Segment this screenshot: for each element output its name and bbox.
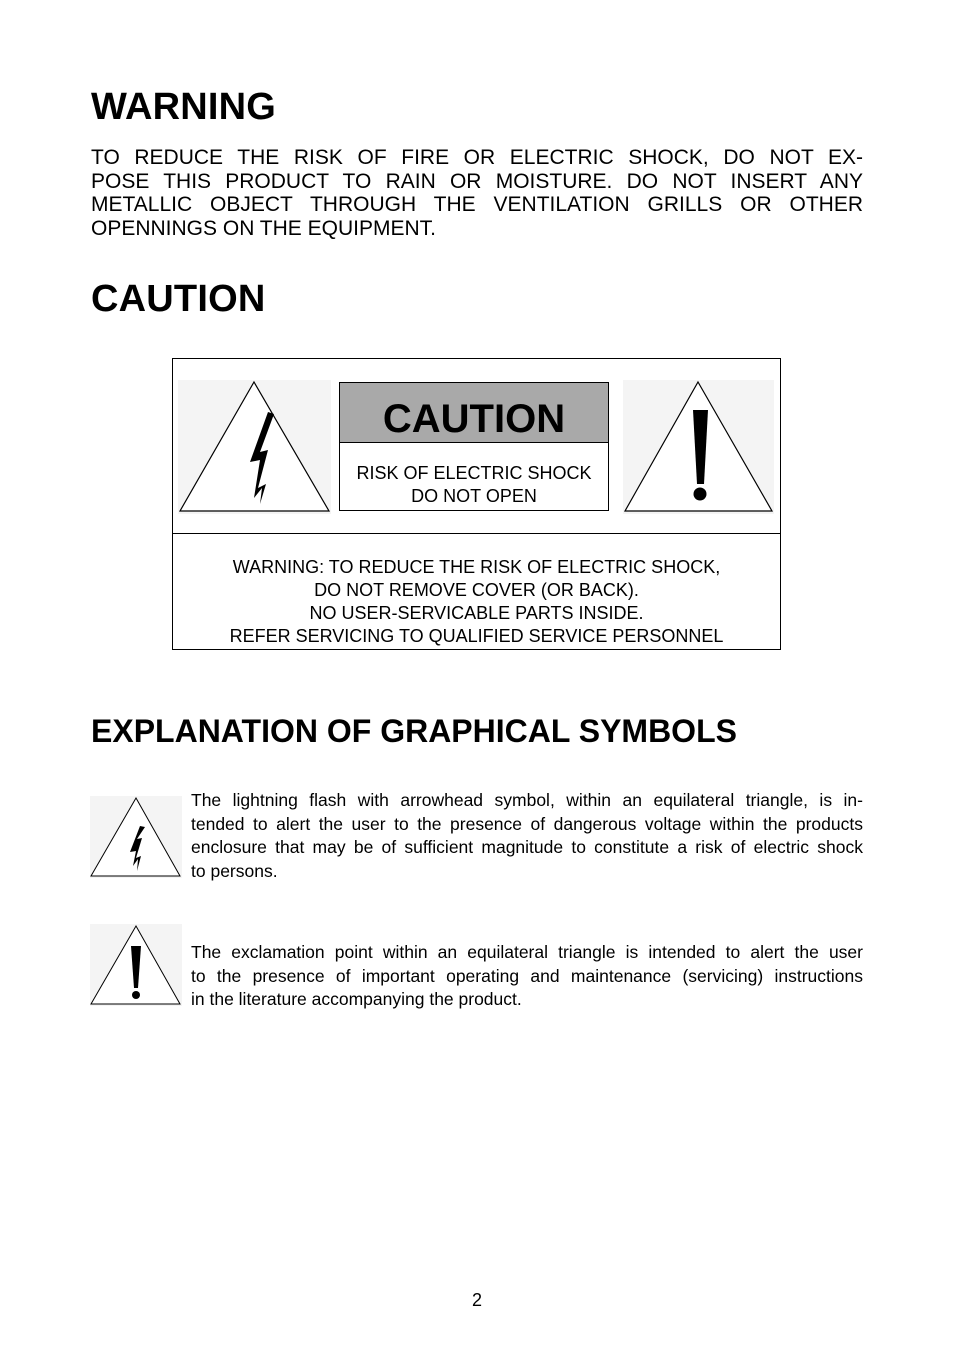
description-line: to persons.	[191, 860, 278, 881]
description-line: The lightning flash with arrowhead symbol, within an equilateral triangle, is in-	[191, 790, 863, 810]
label-divider	[172, 533, 781, 534]
page-number: 2	[471, 1290, 482, 1310]
symbol-exclamation-description	[191, 941, 863, 1012]
caution-label-warning	[172, 556, 781, 648]
warning-line: METALLIC OBJECT THROUGH THE VENTILATION GRILLS OR OTHER	[91, 193, 863, 216]
warning-line: TO REDUCE THE RISK OF FIRE OR ELECTRIC SHOCK, DO NOT EX-	[91, 146, 863, 169]
exclamation-triangle-icon	[623, 380, 774, 514]
warning-paragraph	[91, 146, 863, 240]
symbols-heading: EXPLANATION OF GRAPHICAL SYMBOLS	[91, 713, 737, 749]
description-line: enclosure that may be of sufficient magnitude to constitute a risk of electric shock	[191, 837, 863, 857]
description-line: to the presence of important operating and maintenance (servicing) instructions	[191, 965, 863, 986]
warning-line: OPENNINGS ON THE EQUIPMENT.	[91, 216, 436, 240]
warning-line: POSE THIS PRODUCT TO RAIN OR MOISTURE. DO NOT INSERT ANY	[91, 169, 863, 193]
label-warning-line: NO USER-SERVICABLE PARTS INSIDE.	[309, 603, 644, 623]
label-warning-line: WARNING: TO REDUCE THE RISK OF ELECTRIC SHOCK,	[232, 557, 721, 577]
description-line: in the literature accompanying the product.	[191, 989, 522, 1009]
subtitle-line: DO NOT OPEN	[411, 486, 537, 506]
lightning-triangle-icon	[178, 380, 331, 514]
caution-label-title: CAUTION	[340, 383, 608, 443]
description-line: tended to alert the user to the presence of dangerous voltage within the products	[191, 813, 863, 834]
caution-heading: CAUTION	[91, 278, 266, 320]
symbol-lightning-description	[191, 789, 863, 883]
description-line: The exclamation point within an equilateral triangle is intended to alert the user	[191, 942, 863, 962]
exclamation-triangle-icon	[90, 924, 182, 1006]
caution-label-subtitle	[340, 462, 608, 508]
label-warning-line: DO NOT REMOVE COVER (OR BACK).	[314, 580, 639, 600]
lightning-triangle-icon	[90, 796, 182, 878]
label-warning-line: REFER SERVICING TO QUALIFIED SERVICE PERSONNEL	[229, 626, 724, 646]
subtitle-line: RISK OF ELECTRIC SHOCK	[356, 463, 592, 483]
warning-heading: WARNING	[91, 86, 277, 128]
